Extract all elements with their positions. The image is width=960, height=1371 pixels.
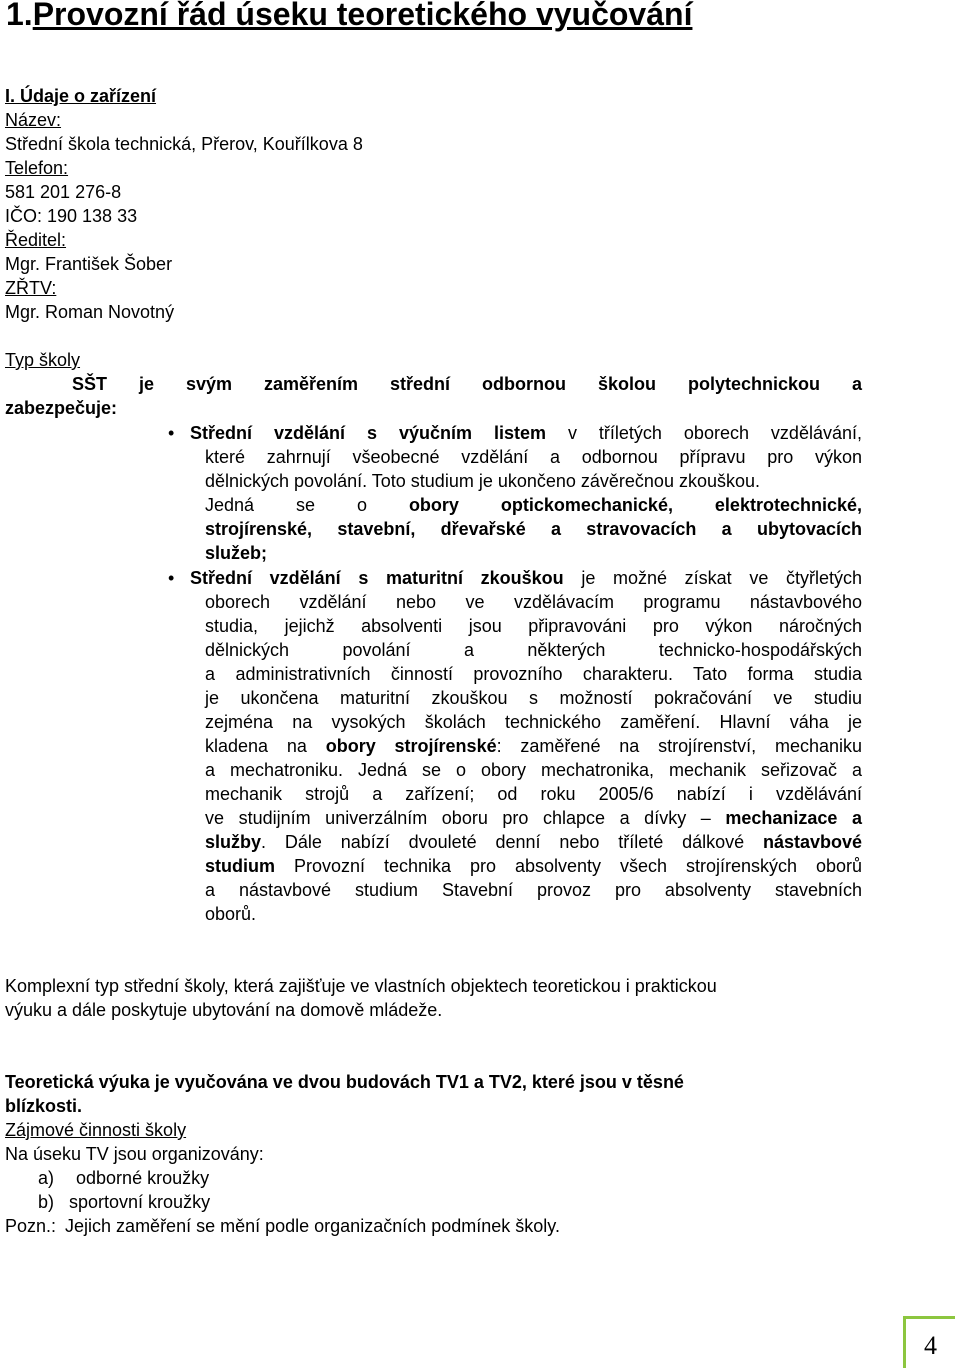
bullet2-l12b: . Dále nabízí dvouleté denní nebo tříleté dálkové xyxy=(261,832,763,852)
bullet2-line3: studia, jejichž absolventi jsou připravováni pro výkon náročných xyxy=(205,616,862,636)
bullet1-line3: dělnických povolání. Toto studium je ukončeno závěrečnou zkouškou. xyxy=(205,471,761,491)
bullet1-rest: v tříletých oborech vzdělávání, xyxy=(545,423,862,443)
bullet2-l8c: : zaměřené na strojírenství, mechaniku xyxy=(496,736,863,756)
bullet2-l8a: kladena na xyxy=(205,736,326,756)
bullet1-bold: Střední vzdělání s výučním listem xyxy=(190,423,546,443)
list-text: odborné kroužky xyxy=(76,1168,210,1188)
bullet2-l13a: studium xyxy=(205,856,275,876)
title-text: Provozní řád úseku teoretického vyučování xyxy=(32,0,693,32)
bullet2-line11 xyxy=(205,806,862,830)
bullet2-l8b: obory strojírenské xyxy=(325,736,497,756)
bullet2-line9: a mechatroniku. Jedná se o obory mechatronika, mechanik seřizovač a xyxy=(205,760,862,780)
bullet2-bold: Střední vzdělání s maturitní zkouškou xyxy=(190,568,564,588)
list-item xyxy=(38,1190,210,1214)
activities-label: Zájmové činnosti školy xyxy=(5,1120,187,1140)
page-number-box xyxy=(903,1316,955,1368)
bullet1-line4 xyxy=(205,493,862,517)
bullet2-l11a: ve studijním univerzálním oboru pro chlapce a dívky – xyxy=(205,808,726,828)
page-title xyxy=(6,0,692,36)
note-label: Pozn.: xyxy=(5,1216,57,1236)
bullet1-l4b: obory optickomechanické, elektrotechnické, xyxy=(408,495,862,515)
name-value: Střední škola technická, Přerov, Kouřílkova 8 xyxy=(5,134,363,154)
phone-label: Telefon: xyxy=(5,158,69,178)
bullet2-line10: mechanik strojů a zařízení; od roku 2005/6 nabízí i vzdělávání xyxy=(205,784,862,804)
bullet1-line1 xyxy=(190,421,862,445)
bullet2-l12a: služby xyxy=(205,832,262,852)
bullet1-line6: služeb; xyxy=(205,543,268,563)
bullet-icon: • xyxy=(168,423,175,443)
list-item xyxy=(38,1166,209,1190)
list-marker: b) xyxy=(38,1192,55,1212)
title-number: 1. xyxy=(6,0,33,32)
bullet-icon: • xyxy=(168,568,175,588)
complex-line2: výuku a dále poskytuje ubytování na domově mládeže. xyxy=(5,1000,443,1020)
bullet2-line13 xyxy=(205,854,862,878)
bullet2-line2: oborech vzdělání nebo ve vzdělávacím programu nástavbového xyxy=(205,592,862,612)
bullet2-line14: a nástavbové studium Stavební provoz pro absolventy stavebních xyxy=(205,880,862,900)
deputy-label: ZŘTV: xyxy=(5,278,57,298)
list-text: sportovní kroužky xyxy=(69,1192,211,1212)
theory-line2: blízkosti. xyxy=(5,1096,83,1116)
bullet1-line5: strojírenské, stavební, dřevařské a stravovacích a ubytovacích xyxy=(205,519,862,539)
bullet2-line5: a administrativních činností provozního charakteru. Tato forma studia xyxy=(205,664,862,684)
bullet2-rest: je možné získat ve čtyřletých xyxy=(563,568,862,588)
school-intro-text: je svým zaměřením střední odbornou školou polytechnickou a xyxy=(107,374,862,394)
school-type-intro xyxy=(72,372,862,396)
phone-value: 581 201 276-8 xyxy=(5,182,122,202)
bullet2-line4: dělnických povolání a některých technicko-hospodářských xyxy=(205,640,862,660)
deputy-value: Mgr. Roman Novotný xyxy=(5,302,175,322)
bullet2-l11b: mechanizace a xyxy=(725,808,863,828)
note xyxy=(5,1214,560,1238)
bullet2-line15: oborů. xyxy=(205,904,257,924)
section-heading-zarizeni: I. Údaje o zařízení xyxy=(5,86,157,106)
bullet2-line7: zejména na vysokých školách technického zaměření. Hlavní váha je xyxy=(205,712,862,732)
bullet1-l4a: Jedná se o xyxy=(205,495,409,515)
theory-line1: Teoretická výuka je vyučována ve dvou budovách TV1 a TV2, které jsou v těsné xyxy=(5,1072,684,1092)
bullet1-line2: které zahrnují všeobecné vzdělání a odbornou přípravu pro výkon xyxy=(205,447,862,467)
complex-line1: Komplexní typ střední školy, která zajišťuje ve vlastních objektech teoretickou i praktickou xyxy=(5,976,717,996)
name-label: Název: xyxy=(5,110,62,130)
activities-intro: Na úseku TV jsou organizovány: xyxy=(5,1144,264,1164)
ico-value: IČO: 190 138 33 xyxy=(5,206,138,226)
bullet2-line12 xyxy=(205,830,862,854)
bullet2-line1 xyxy=(190,566,862,590)
page-number: 4 xyxy=(924,1331,937,1360)
school-abbrev: SŠT xyxy=(72,374,108,394)
bullet2-l12c: nástavbové xyxy=(762,832,862,852)
bullet2-l13b: Provozní technika pro absolventy všech strojírenských oborů xyxy=(275,856,862,876)
bullet2-line6: je ukončena maturitní zkouškou s možností pokračování ve studiu xyxy=(205,688,862,708)
note-text: Jejich zaměření se mění podle organizačních podmínek školy. xyxy=(65,1216,560,1236)
school-type-intro-cont: zabezpečuje: xyxy=(5,398,118,418)
school-type-label: Typ školy xyxy=(5,350,81,370)
list-marker: a) xyxy=(38,1168,55,1188)
bullet2-line8 xyxy=(205,734,862,758)
director-label: Ředitel: xyxy=(5,230,67,250)
director-value: Mgr. František Šober xyxy=(5,254,173,274)
